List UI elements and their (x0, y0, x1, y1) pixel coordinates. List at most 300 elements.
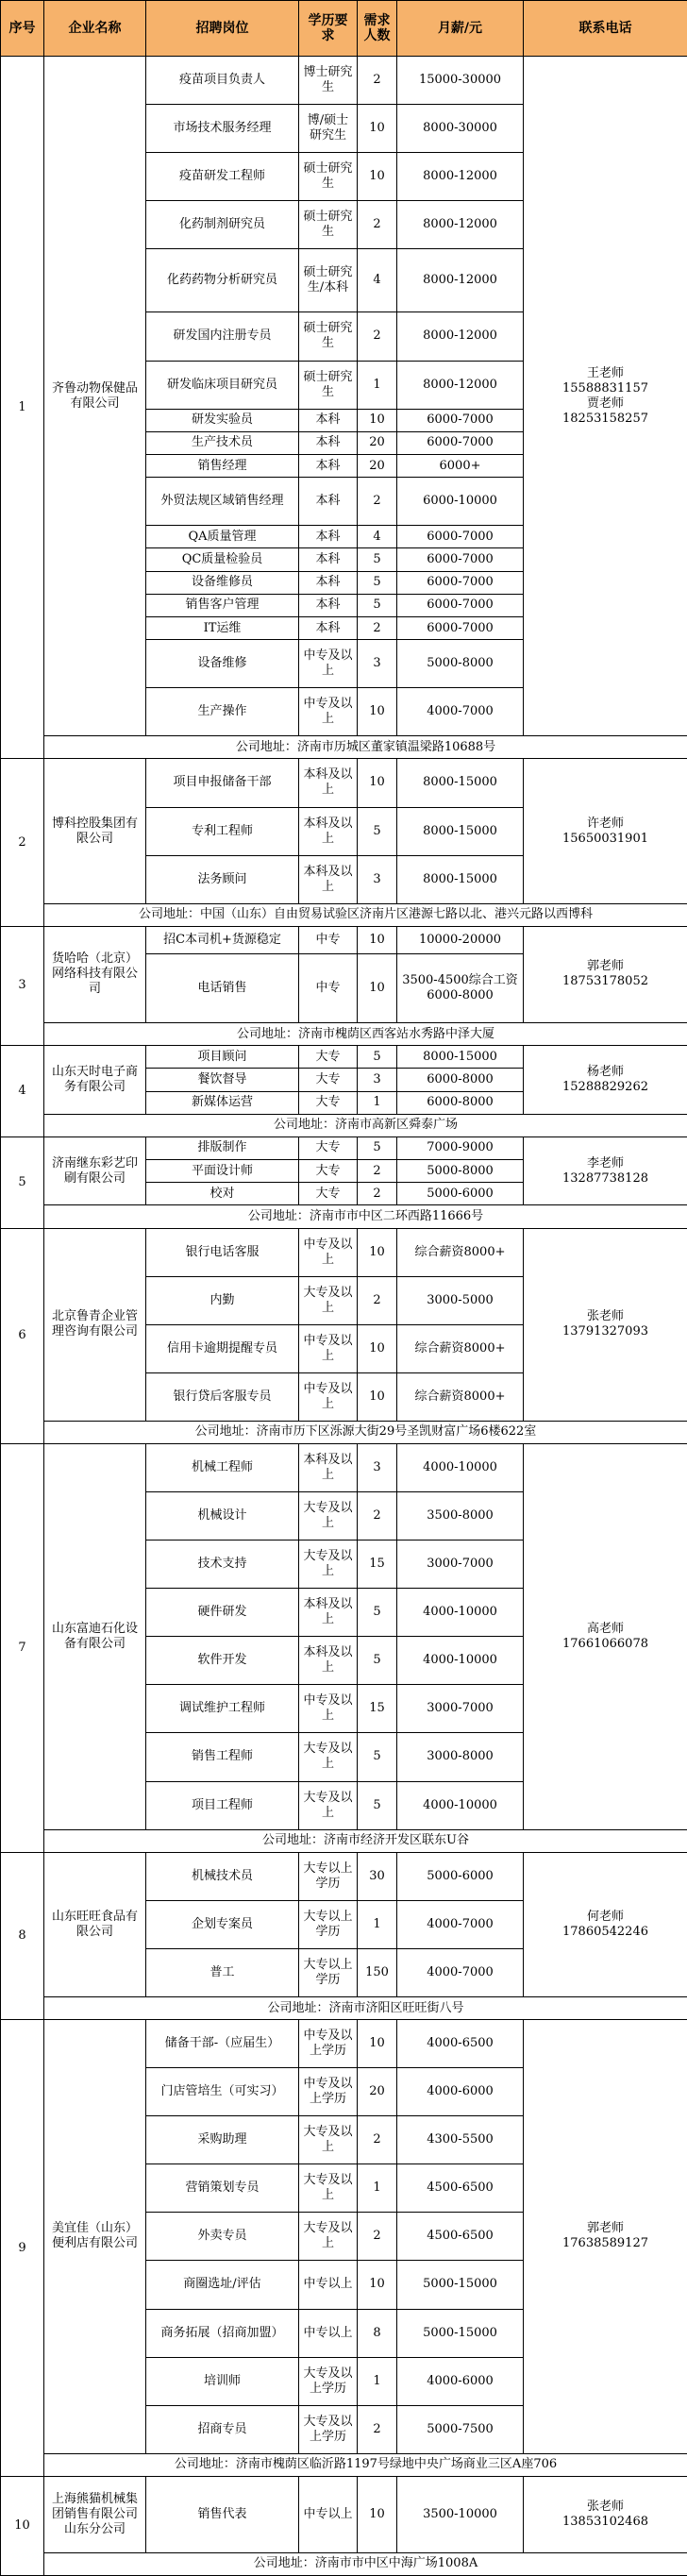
company-name: 北京鲁青企业管理咨询有限公司 (44, 1228, 146, 1421)
job-salary: 4500-6500 (397, 2213, 524, 2261)
job-education: 本科及以上 (299, 759, 358, 807)
job-position: 机械技术员 (146, 1852, 299, 1900)
company-contact (524, 759, 687, 903)
company-address: 公司地址：济南市槐荫区临沂路1197号绿地中央广场商业三区A座706 (44, 2453, 687, 2476)
job-salary: 6000-8000 (397, 1069, 524, 1091)
address-row (1, 1022, 687, 1045)
job-count: 3 (358, 640, 397, 688)
contact-phone: 18753178052 (562, 974, 648, 989)
company-address: 公司地址：济南市槐荫区西客站水秀路中泽大厦 (44, 1022, 687, 1045)
job-position: 专利工程师 (146, 807, 299, 855)
job-count: 1 (358, 2357, 397, 2405)
contact-phone: 13853102468 (562, 2514, 648, 2529)
job-education: 本科及以上 (299, 1589, 358, 1637)
job-education: 中专以上 (299, 2309, 358, 2357)
job-count: 10 (358, 2261, 397, 2309)
job-education: 中专以上 (299, 2261, 358, 2309)
job-education: 大专 (299, 1136, 358, 1159)
job-count: 5 (358, 1781, 397, 1829)
job-position: 机械设计 (146, 1492, 299, 1541)
job-count: 5 (358, 1136, 397, 1159)
job-position: 信用卡逾期提醒专员 (146, 1324, 299, 1372)
contact-phone: 17661066078 (562, 1636, 648, 1651)
company-contact (524, 1046, 687, 1115)
contact-phone: 13287738128 (562, 1170, 648, 1186)
job-salary: 5000-8000 (397, 640, 524, 688)
job-count: 15 (358, 1685, 397, 1733)
job-salary: 8000-30000 (397, 105, 524, 153)
job-education: 本科 (299, 616, 358, 639)
job-count: 1 (358, 361, 397, 409)
job-salary: 15000-30000 (397, 57, 524, 105)
job-salary: 6000-8000 (397, 1091, 524, 1114)
contact-phone: 15288829262 (562, 1079, 648, 1094)
company-name: 山东旺旺食品有限公司 (44, 1852, 146, 1996)
job-position: 机械工程师 (146, 1444, 299, 1492)
job-education: 中专及以上 (299, 1372, 358, 1421)
job-position: 外卖专员 (146, 2213, 299, 2261)
contact-phone: 17638589127 (562, 2236, 648, 2251)
job-salary: 6000-7000 (397, 594, 524, 616)
job-position: 储备干部-（应届生） (146, 2020, 299, 2068)
job-education: 大专以上学历 (299, 1852, 358, 1900)
contact-name: 张老师 (586, 1309, 624, 1324)
job-position: 疫苗研发工程师 (146, 153, 299, 201)
job-count: 5 (358, 807, 397, 855)
job-education: 大专及以上 (299, 2213, 358, 2261)
job-count: 1 (358, 1900, 397, 1948)
contact-phone: 18253158257 (562, 411, 648, 426)
job-count: 2 (358, 2213, 397, 2261)
job-education: 大专及以上学历 (299, 2405, 358, 2453)
job-position: 化药制剂研究员 (146, 201, 299, 249)
job-education: 本科及以上 (299, 1637, 358, 1685)
company-index: 1 (1, 57, 44, 759)
job-position: 销售代表 (146, 2476, 299, 2552)
job-count: 2 (358, 1492, 397, 1541)
job-count: 3 (358, 1069, 397, 1091)
job-count: 2 (358, 1183, 397, 1205)
address-row (1, 903, 687, 926)
table-row (1, 1046, 687, 1069)
job-position: 销售客户管理 (146, 594, 299, 616)
header-index: 序号 (1, 1, 44, 57)
job-salary: 4000-7000 (397, 1900, 524, 1948)
job-count: 2 (358, 57, 397, 105)
job-education: 大专及以上 (299, 1492, 358, 1541)
job-position: QA质量管理 (146, 526, 299, 548)
job-salary: 3000-7000 (397, 1685, 524, 1733)
company-index: 8 (1, 1852, 44, 2019)
job-position: 商圈选址/评估 (146, 2261, 299, 2309)
job-position: 设备维修员 (146, 571, 299, 594)
company-address: 公司地址：中国（山东）自由贸易试验区济南片区港源七路以北、港兴元路以西博科 (44, 903, 687, 926)
job-education: 大专 (299, 1069, 358, 1091)
job-position: 内勤 (146, 1276, 299, 1324)
table-row (1, 1136, 687, 1159)
company-address: 公司地址：济南市历城区董家镇温梁路10688号 (44, 736, 687, 759)
job-count: 2 (358, 1276, 397, 1324)
job-position: 银行电话客服 (146, 1228, 299, 1276)
job-position: IT运维 (146, 616, 299, 639)
header-education: 学历要求 (299, 1, 358, 57)
contact-name: 许老师 (586, 816, 624, 831)
company-contact (524, 1852, 687, 1996)
job-position: 疫苗项目负责人 (146, 57, 299, 105)
job-count: 10 (358, 926, 397, 954)
job-count: 10 (358, 1372, 397, 1421)
job-count: 4 (358, 249, 397, 312)
address-row (1, 1421, 687, 1443)
job-education: 硕士研究生 (299, 312, 358, 361)
header-company: 企业名称 (44, 1, 146, 57)
table-row (1, 57, 687, 105)
job-salary: 4000-10000 (397, 1637, 524, 1685)
job-education: 本科 (299, 526, 358, 548)
job-count: 2 (358, 1160, 397, 1183)
job-count: 10 (358, 2476, 397, 2552)
job-education: 大专以上学历 (299, 1948, 358, 1996)
job-position: 校对 (146, 1183, 299, 1205)
header-position: 招聘岗位 (146, 1, 299, 57)
company-contact (524, 1136, 687, 1205)
job-education: 大专及以上 (299, 2116, 358, 2164)
contact-name: 郭老师 (586, 959, 624, 974)
job-count: 8 (358, 2309, 397, 2357)
header-count: 需求人数 (358, 1, 397, 57)
company-contact (524, 2020, 687, 2454)
job-count: 10 (358, 759, 397, 807)
job-salary: 4000-6000 (397, 2357, 524, 2405)
job-position: 软件开发 (146, 1637, 299, 1685)
company-address: 公司地址：济南市高新区舜泰广场 (44, 1114, 687, 1136)
job-position: 平面设计师 (146, 1160, 299, 1183)
job-salary: 8000-15000 (397, 807, 524, 855)
company-name: 美宜佳（山东）便利店有限公司 (44, 2020, 146, 2454)
job-education: 本科及以上 (299, 807, 358, 855)
job-salary: 7000-9000 (397, 1136, 524, 1159)
company-address: 公司地址：济南市历下区泺源大街29号圣凯财富广场6楼622室 (44, 1421, 687, 1443)
job-education: 中专 (299, 926, 358, 954)
job-salary: 8000-12000 (397, 312, 524, 361)
company-index: 10 (1, 2476, 44, 2575)
company-index: 9 (1, 2020, 44, 2477)
job-salary: 8000-12000 (397, 361, 524, 409)
job-count: 3 (358, 855, 397, 903)
job-position: 化药药物分析研究员 (146, 249, 299, 312)
job-position: 研发临床项目研究员 (146, 361, 299, 409)
job-salary: 3500-10000 (397, 2476, 524, 2552)
company-address: 公司地址：济南市市中区二环西路11666号 (44, 1205, 687, 1228)
job-salary: 4500-6500 (397, 2164, 524, 2213)
job-salary: 6000-7000 (397, 431, 524, 454)
job-count: 3 (358, 1444, 397, 1492)
company-index: 2 (1, 759, 44, 926)
table-row (1, 2476, 687, 2552)
company-index: 4 (1, 1046, 44, 1137)
job-count: 1 (358, 1091, 397, 1114)
job-position: 生产技术员 (146, 431, 299, 454)
job-count: 2 (358, 2405, 397, 2453)
company-name: 山东富迪石化设备有限公司 (44, 1444, 146, 1830)
table-row (1, 759, 687, 807)
job-position: 排版制作 (146, 1136, 299, 1159)
job-salary: 3000-7000 (397, 1541, 524, 1589)
job-salary: 5000-6000 (397, 1852, 524, 1900)
job-salary: 8000-12000 (397, 201, 524, 249)
job-salary: 6000-7000 (397, 526, 524, 548)
address-row (1, 1996, 687, 2019)
job-count: 4 (358, 526, 397, 548)
job-salary: 8000-12000 (397, 153, 524, 201)
job-education: 本科 (299, 431, 358, 454)
job-salary: 4300-5500 (397, 2116, 524, 2164)
job-education: 大专以上学历 (299, 1900, 358, 1948)
job-salary: 6000-7000 (397, 571, 524, 594)
job-education: 大专及以上 (299, 1733, 358, 1781)
job-position: 培训师 (146, 2357, 299, 2405)
contact-phone: 13791327093 (562, 1324, 648, 1339)
job-salary: 3500-8000 (397, 1492, 524, 1541)
table-row (1, 1228, 687, 1276)
job-salary: 8000-15000 (397, 855, 524, 903)
job-education: 本科 (299, 478, 358, 526)
job-education: 硕士研究生/本科 (299, 249, 358, 312)
job-education: 中专及以上 (299, 688, 358, 736)
job-education: 中专及以上学历 (299, 2020, 358, 2068)
job-position: 研发实验员 (146, 409, 299, 431)
job-salary: 综合薪资8000+ (397, 1324, 524, 1372)
job-education: 硕士研究生 (299, 361, 358, 409)
job-count: 15 (358, 1541, 397, 1589)
job-position: 餐饮督导 (146, 1069, 299, 1091)
job-salary: 5000-6000 (397, 1183, 524, 1205)
job-count: 30 (358, 1852, 397, 1900)
job-salary: 综合薪资8000+ (397, 1228, 524, 1276)
job-position: 生产操作 (146, 688, 299, 736)
job-count: 2 (358, 478, 397, 526)
job-position: 电话销售 (146, 954, 299, 1023)
job-salary: 10000-20000 (397, 926, 524, 954)
job-count: 1 (358, 2164, 397, 2213)
job-education: 硕士研究生 (299, 153, 358, 201)
address-row (1, 1114, 687, 1136)
job-position: 研发国内注册专员 (146, 312, 299, 361)
company-contact (524, 1444, 687, 1830)
job-count: 150 (358, 1948, 397, 1996)
address-row (1, 1829, 687, 1852)
job-count: 20 (358, 2068, 397, 2116)
job-salary: 综合薪资8000+ (397, 1372, 524, 1421)
job-education: 本科及以上 (299, 855, 358, 903)
job-education: 大专及以上 (299, 1781, 358, 1829)
job-salary: 3500-4500综合工资6000-8000 (397, 954, 524, 1023)
job-salary: 5000-7500 (397, 2405, 524, 2453)
job-count: 10 (358, 153, 397, 201)
job-count: 10 (358, 688, 397, 736)
job-position: 商务拓展（招商加盟） (146, 2309, 299, 2357)
job-salary: 6000+ (397, 454, 524, 477)
job-position: 招C本司机+货源稳定 (146, 926, 299, 954)
job-education: 中专及以上 (299, 640, 358, 688)
company-address: 公司地址：济南市济阳区旺旺街八号 (44, 1996, 687, 2019)
job-position: 技术支持 (146, 1541, 299, 1589)
job-education: 中专及以上 (299, 1324, 358, 1372)
company-address: 公司地址：济南市经济开发区联东U谷 (44, 1829, 687, 1852)
job-position: QC质量检验员 (146, 548, 299, 571)
job-education: 本科 (299, 454, 358, 477)
table-row (1, 2020, 687, 2068)
contact-name: 郭老师 (586, 2221, 624, 2236)
contact-name: 杨老师 (586, 1064, 624, 1079)
header-row (1, 1, 687, 57)
job-position: 企划专案员 (146, 1900, 299, 1948)
job-education: 中专 (299, 954, 358, 1023)
job-count: 2 (358, 201, 397, 249)
contact-name: 何老师 (586, 1909, 624, 1924)
job-count: 5 (358, 1046, 397, 1069)
job-education: 中专以上 (299, 2476, 358, 2552)
job-education: 本科及以上 (299, 1444, 358, 1492)
job-position: 销售工程师 (146, 1733, 299, 1781)
job-count: 5 (358, 1589, 397, 1637)
company-contact (524, 57, 687, 736)
company-index: 7 (1, 1444, 44, 1853)
job-salary: 5000-15000 (397, 2261, 524, 2309)
company-name: 上海熊猫机械集团销售有限公司山东分公司 (44, 2476, 146, 2552)
company-index: 6 (1, 1228, 44, 1443)
contact-phone: 17860542246 (562, 1924, 648, 1939)
job-education: 大专及以上 (299, 1541, 358, 1589)
job-count: 10 (358, 1324, 397, 1372)
job-count: 10 (358, 2020, 397, 2068)
job-position: 门店管培生（可实习） (146, 2068, 299, 2116)
job-position: 外贸法规区域销售经理 (146, 478, 299, 526)
job-salary: 3000-5000 (397, 1276, 524, 1324)
job-education: 中专及以上 (299, 1685, 358, 1733)
company-contact (524, 926, 687, 1022)
company-contact (524, 2476, 687, 2552)
job-position: 调试维护工程师 (146, 1685, 299, 1733)
job-position: 项目顾问 (146, 1046, 299, 1069)
job-count: 2 (358, 616, 397, 639)
job-education: 中专及以上学历 (299, 2068, 358, 2116)
job-education: 大专 (299, 1183, 358, 1205)
address-row (1, 736, 687, 759)
job-position: 项目申报储备干部 (146, 759, 299, 807)
job-count: 5 (358, 1637, 397, 1685)
job-education: 大专 (299, 1091, 358, 1114)
job-count: 2 (358, 312, 397, 361)
company-index: 5 (1, 1136, 44, 1228)
job-count: 5 (358, 594, 397, 616)
job-education: 中专及以上 (299, 1228, 358, 1276)
header-salary: 月薪/元 (397, 1, 524, 57)
company-contact (524, 1228, 687, 1421)
job-count: 20 (358, 431, 397, 454)
table-row (1, 1852, 687, 1900)
job-education: 大专 (299, 1046, 358, 1069)
contact-name: 王老师 (586, 365, 624, 380)
job-salary: 4000-7000 (397, 1948, 524, 1996)
job-count: 5 (358, 1733, 397, 1781)
job-salary: 8000-15000 (397, 759, 524, 807)
job-position: 项目工程师 (146, 1781, 299, 1829)
contact-phone: 15588831157 (562, 380, 648, 396)
contact-name: 张老师 (586, 2499, 624, 2514)
job-position: 硬件研发 (146, 1589, 299, 1637)
contact-name: 李老师 (586, 1155, 624, 1170)
company-name: 济南继东彩艺印刷有限公司 (44, 1136, 146, 1205)
job-count: 10 (358, 1228, 397, 1276)
job-position: 普工 (146, 1948, 299, 1996)
contact-name: 高老师 (586, 1621, 624, 1636)
job-education: 本科 (299, 594, 358, 616)
job-salary: 6000-10000 (397, 478, 524, 526)
job-education: 本科 (299, 571, 358, 594)
job-count: 5 (358, 548, 397, 571)
job-education: 大专及以上学历 (299, 2357, 358, 2405)
job-salary: 5000-15000 (397, 2309, 524, 2357)
job-position: 市场技术服务经理 (146, 105, 299, 153)
address-row (1, 2552, 687, 2576)
job-position: 银行贷后客服专员 (146, 1372, 299, 1421)
job-education: 本科 (299, 548, 358, 571)
job-position: 营销策划专员 (146, 2164, 299, 2213)
job-salary: 3000-8000 (397, 1733, 524, 1781)
address-row (1, 2453, 687, 2476)
job-count: 5 (358, 571, 397, 594)
job-salary: 4000-6500 (397, 2020, 524, 2068)
table-row (1, 926, 687, 954)
job-salary: 4000-10000 (397, 1781, 524, 1829)
header-phone: 联系电话 (524, 1, 687, 57)
job-education: 大专及以上 (299, 1276, 358, 1324)
job-count: 2 (358, 2116, 397, 2164)
job-count: 10 (358, 409, 397, 431)
job-position: 招商专员 (146, 2405, 299, 2453)
company-index: 3 (1, 926, 44, 1045)
address-row (1, 1205, 687, 1228)
job-salary: 4000-6000 (397, 2068, 524, 2116)
job-count: 10 (358, 954, 397, 1023)
job-education: 硕士研究生 (299, 201, 358, 249)
job-salary: 8000-15000 (397, 1046, 524, 1069)
job-education: 大专及以上 (299, 2164, 358, 2213)
company-name: 齐鲁动物保健品有限公司 (44, 57, 146, 736)
job-count: 20 (358, 454, 397, 477)
contact-phone: 15650031901 (562, 831, 648, 846)
job-salary: 4000-7000 (397, 688, 524, 736)
company-name: 货哈哈（北京）网络科技有限公司 (44, 926, 146, 1022)
job-position: 新媒体运营 (146, 1091, 299, 1114)
job-position: 采购助理 (146, 2116, 299, 2164)
company-name: 博科控股集团有限公司 (44, 759, 146, 903)
job-salary: 5000-8000 (397, 1160, 524, 1183)
job-salary: 4000-10000 (397, 1444, 524, 1492)
job-education: 博/硕士研究生 (299, 105, 358, 153)
job-salary: 4000-10000 (397, 1589, 524, 1637)
job-position: 设备维修 (146, 640, 299, 688)
company-name: 山东天时电子商务有限公司 (44, 1046, 146, 1115)
job-salary: 6000-7000 (397, 548, 524, 571)
table-row (1, 1444, 687, 1492)
job-education: 大专 (299, 1160, 358, 1183)
job-salary: 6000-7000 (397, 409, 524, 431)
job-salary: 8000-12000 (397, 249, 524, 312)
job-position: 销售经理 (146, 454, 299, 477)
job-position: 法务顾问 (146, 855, 299, 903)
